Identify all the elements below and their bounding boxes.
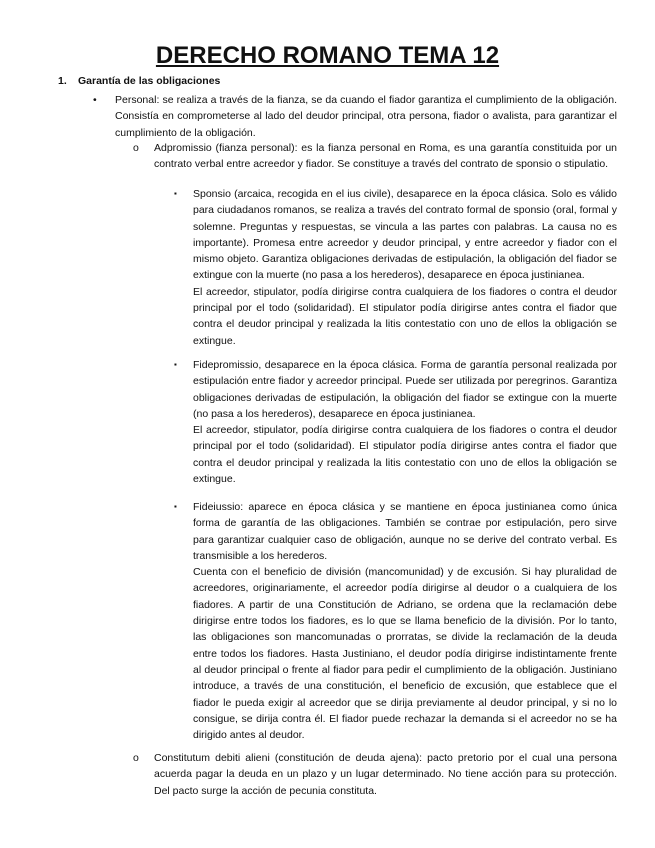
square-bullet-icon: ▪ [174, 189, 177, 198]
sponsio-paragraph-2: El acreedor, stipulator, podía dirigirse contra cualquiera de los fiadores o contra el deudor principal por el todo (solidaridad). El stipulator podía dirigirse antes contra el fiador que contra el deudor principal y realizada la litis contestatio con uno de ellos la obligación se extingue. [193, 285, 617, 347]
section-heading [58, 73, 220, 89]
square-bullet-icon: ▪ [174, 360, 177, 369]
fideiussio-paragraph-1: Fideiussio: aparece en época clásica y se mantiene en época justinianea como única forma de garantía de las obligaciones. También se contrae por estipulación, pero sirve para garantizar cualquier caso de obligación, aunque no se derive del contrato verbal. Es transmisible a los herederos. [193, 501, 617, 562]
circle-bullet-icon: o [133, 752, 139, 764]
fidepromissio-item [193, 357, 617, 487]
adpromissio-paragraph: Adpromissio (fianza personal): es la fianza personal en Roma, es una garantía constituida por un contrato verbal entre acreedor y fiador. Se constituye a través del contrato de sponsio o stipulatio. [154, 142, 617, 171]
fideiussio-paragraph-2: Cuenta con el beneficio de división (mancomunidad) y de excusión. Si hay pluralidad de acreedores, originariamente, el acreedor podía dirigirse al deudor o a cualquiera de los fiadores. A partir de una Constitución de Adriano, se ordena que la reclamación debe dirigirse entre todos los fiadores, es lo que se llama beneficio de la división. Por lo tanto, las obligaciones son mancomunadas o prorratas, se divide la reclamación de la deuda entre todos los fiadores. Hasta Justiniano, el deudor podía dirigirse indistintamente frente al deudor principal o frente al fiador para pedir el cumplimiento de la obligación. Justiniano introduce, a través de una constitución, el beneficio de excusión, que establece que el fiador le pueda exigir al acreedor que se dirija previamente al deudor principal, y si no lo consigue, se dirija contra él. El fiador puede rechazar la demanda si el acreedor no se ha dirigido antes al deudor. [193, 566, 617, 742]
section-heading-text: Garantía de las obligaciones [78, 75, 221, 87]
document-title: DERECHO ROMANO TEMA 12 [155, 42, 500, 69]
section-number: 1. [58, 75, 67, 87]
circle-bullet-icon: o [133, 142, 139, 154]
fideiussio-item [193, 499, 617, 743]
square-bullet-icon: ▪ [174, 502, 177, 511]
bullet-icon: • [93, 94, 97, 106]
sponsio-paragraph-1: Sponsio (arcaica, recogida en el ius civile), desaparece en la época clásica. Solo es válido para ciudadanos romanos, se realiza a través del contrato formal de sponsio (oral, formal y solemne. Preguntas y respuestas, se vincula a las partes con palabras. La causa no es importante). Promesa entre acreedor y deudor principal, y entre acreedor y fiador con el mismo objeto. Garantiza obligaciones derivadas de estipulación, la obligación del fiador se extingue con la muerte (no pasa a los herederos), desaparece en época justinianea. [193, 188, 617, 282]
sponsio-item [193, 186, 617, 349]
constitutum-paragraph: Constitutum debiti alieni (constitución de deuda ajena): pacto pretorio por el cual una persona acuerda pagar la deuda en un plazo y un lugar determinado. No tiene acción para su protección. Del pacto surge la acción de pecunia constituta. [154, 752, 617, 797]
fidepromissio-paragraph-1: Fidepromissio, desaparece en la época clásica. Forma de garantía personal realizada por estipulación entre fiador y acreedor principal. Puede ser utilizada por peregrinos. Garantiza obligaciones derivadas de estipulación, la obligación del fiador se extingue con la muerte (no pasa a los herederos), desaparece en época justinianea. [193, 359, 617, 420]
fidepromissio-paragraph-2: El acreedor, stipulator, podía dirigirse contra cualquiera de los fiadores o contra el deudor principal por el todo (solidaridad). El stipulator podía dirigirse antes contra el fiador que contra el deudor principal y realizada la litis contestatio con uno de ellos la obligación se extingue. [193, 424, 617, 486]
personal-paragraph: Personal: se realiza a través de la fianza, se da cuando el fiador garantiza el cumplimiento de la obligación. Consistía en comprometerse al lado del deudor principal, otra persona, fiador o avalista, para garantizar el cumplimiento de la obligación. [115, 94, 617, 139]
